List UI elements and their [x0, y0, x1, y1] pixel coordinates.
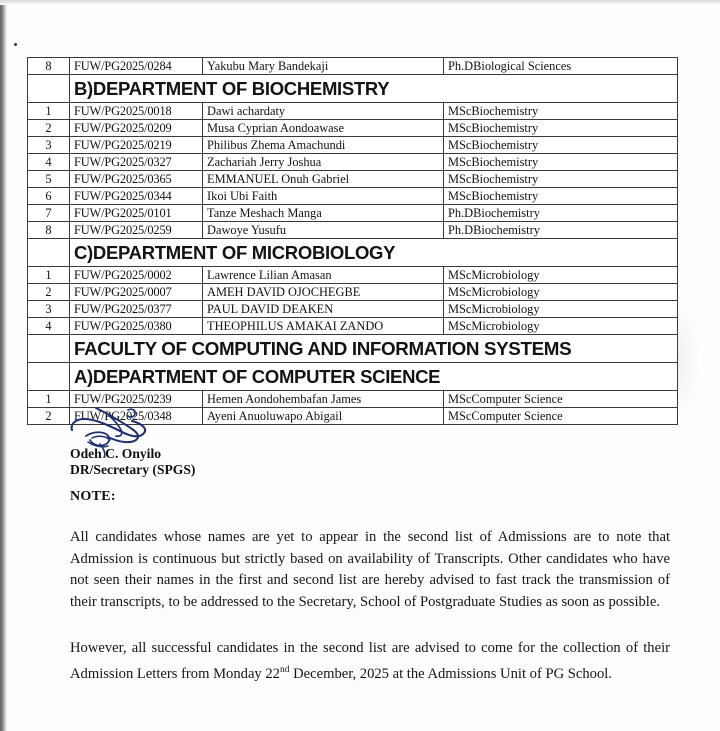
cell-reg: FUW/PG2025/0344	[70, 188, 203, 205]
cell-programme: MScComputer Science	[444, 408, 678, 425]
note-heading: NOTE:	[70, 489, 116, 504]
cell-reg: FUW/PG2025/0327	[70, 154, 203, 171]
note-paragraph-2-part-2: December, 2025 at the Admissions Unit of PG School.	[289, 665, 612, 682]
table-row	[28, 188, 678, 205]
cell-sn: 1	[28, 103, 70, 120]
cell-reg: FUW/PG2025/0101	[70, 205, 203, 222]
cell-reg: FUW/PG2025/0018	[70, 103, 203, 120]
cell-name: Musa Cyprian Aondoawase	[203, 120, 444, 137]
cell-sn: 2	[28, 284, 70, 301]
cell-name: Philibus Zhema Amachundi	[203, 137, 444, 154]
cell-programme: MScBiochemistry	[444, 120, 678, 137]
note-section	[70, 489, 670, 685]
table-row	[28, 267, 678, 284]
cell-name: Dawi achardaty	[203, 103, 444, 120]
table-row	[28, 222, 678, 239]
cell-sn: 3	[28, 137, 70, 154]
cell-programme: MScBiochemistry	[444, 188, 678, 205]
cell-sn: 6	[28, 188, 70, 205]
cell-reg: FUW/PG2025/0002	[70, 267, 203, 284]
admission-list-body	[28, 58, 678, 425]
cell-name: Tanze Meshach Manga	[203, 205, 444, 222]
cell-programme: MScBiochemistry	[444, 154, 678, 171]
cell-reg: FUW/PG2025/0284	[70, 58, 203, 75]
note-paragraph-1: All candidates whose names are yet to appear in the second list of Admissions are to note that Admission is continuous but strictly based on availability of Transcripts. Other candidates who have not seen their names in the first and second list are hereby advised to fast track the transmission of their transcripts, to be addressed to the Secretary, School of Postgraduate Studies as soon as possible.	[70, 529, 670, 610]
department-title: B)DEPARTMENT OF BIOCHEMISTRY	[70, 75, 678, 103]
section-serial-spacer	[28, 239, 70, 267]
scan-edge-artifact	[0, 0, 7, 731]
faculty-header-row	[28, 335, 678, 363]
note-paragraph-2	[70, 638, 670, 685]
cell-name: Lawrence Lilian Amasan	[203, 267, 444, 284]
department-header-row	[28, 75, 678, 103]
section-serial-spacer	[28, 335, 70, 363]
cell-reg: FUW/PG2025/0239	[70, 391, 203, 408]
table-row	[28, 137, 678, 154]
table-row	[28, 120, 678, 137]
cell-name: Yakubu Mary Bandekaji	[203, 58, 444, 75]
cell-programme: MScMicrobiology	[444, 267, 678, 284]
note-paragraph-2-part-1: However, all successful candidates in the second list are advised to come for the collection of their Admission Letters from Monday 22	[70, 640, 670, 682]
scan-speck-artifact	[14, 43, 17, 46]
ordinal-suffix: nd	[279, 664, 290, 675]
section-serial-spacer	[28, 75, 70, 103]
table-row	[28, 154, 678, 171]
signature-block	[68, 404, 368, 477]
cell-programme: MScComputer Science	[444, 391, 678, 408]
cell-sn: 7	[28, 205, 70, 222]
cell-name: THEOPHILUS AMAKAI ZANDO	[203, 318, 444, 335]
cell-sn: 8	[28, 222, 70, 239]
table-row	[28, 301, 678, 318]
cell-reg: FUW/PG2025/0219	[70, 137, 203, 154]
faculty-title: FACULTY OF COMPUTING AND INFORMATION SYSTEMS	[70, 335, 678, 363]
cell-programme: MScBiochemistry	[444, 171, 678, 188]
admission-list-table	[27, 57, 678, 425]
cell-sn: 1	[28, 267, 70, 284]
cell-reg: FUW/PG2025/0380	[70, 318, 203, 335]
cell-sn: 8	[28, 58, 70, 75]
signatory-role: DR/Secretary (SPGS)	[70, 462, 196, 477]
cell-reg: FUW/PG2025/0365	[70, 171, 203, 188]
cell-reg: FUW/PG2025/0377	[70, 301, 203, 318]
cell-reg: FUW/PG2025/0259	[70, 222, 203, 239]
cell-programme: Ph.DBiological Sciences	[444, 58, 678, 75]
cell-programme: MScBiochemistry	[444, 137, 678, 154]
cell-programme: Ph.DBiochemistry	[444, 222, 678, 239]
cell-name: EMMANUEL Onuh Gabriel	[203, 171, 444, 188]
cell-reg: FUW/PG2025/0209	[70, 120, 203, 137]
cell-name: Ikoi Ubi Faith	[203, 188, 444, 205]
signatory-name: Odeh C. Onyilo	[70, 446, 162, 461]
cell-programme: MScMicrobiology	[444, 301, 678, 318]
scan-top-artifact	[0, 0, 720, 5]
section-serial-spacer	[28, 363, 70, 391]
table-row	[28, 171, 678, 188]
department-title: A)DEPARTMENT OF COMPUTER SCIENCE	[70, 363, 678, 391]
cell-programme: MScMicrobiology	[444, 318, 678, 335]
table-row	[28, 58, 678, 75]
cell-name: PAUL DAVID DEAKEN	[203, 301, 444, 318]
cell-name: Zachariah Jerry Joshua	[203, 154, 444, 171]
table-row	[28, 318, 678, 335]
cell-programme: MScMicrobiology	[444, 284, 678, 301]
department-header-row	[28, 239, 678, 267]
cell-reg: FUW/PG2025/0007	[70, 284, 203, 301]
cell-sn: 1	[28, 391, 70, 408]
cell-name: Dawoye Yusufu	[203, 222, 444, 239]
cell-programme: MScBiochemistry	[444, 103, 678, 120]
department-title: C)DEPARTMENT OF MICROBIOLOGY	[70, 239, 678, 267]
cell-name: AMEH DAVID OJOCHEGBE	[203, 284, 444, 301]
cell-sn: 5	[28, 171, 70, 188]
cell-sn: 3	[28, 301, 70, 318]
table-row	[28, 103, 678, 120]
cell-sn: 2	[28, 408, 70, 425]
cell-reg: FUW/PG2025/0348	[70, 408, 203, 425]
cell-sn: 4	[28, 318, 70, 335]
table-row	[28, 284, 678, 301]
table-row	[28, 205, 678, 222]
cell-sn: 2	[28, 120, 70, 137]
department-header-row	[28, 363, 678, 391]
cell-name: Hemen Aondohembafan James	[203, 391, 444, 408]
cell-programme: Ph.DBiochemistry	[444, 205, 678, 222]
cell-name: Ayeni Anuoluwapo Abigail	[203, 408, 444, 425]
cell-sn: 4	[28, 154, 70, 171]
